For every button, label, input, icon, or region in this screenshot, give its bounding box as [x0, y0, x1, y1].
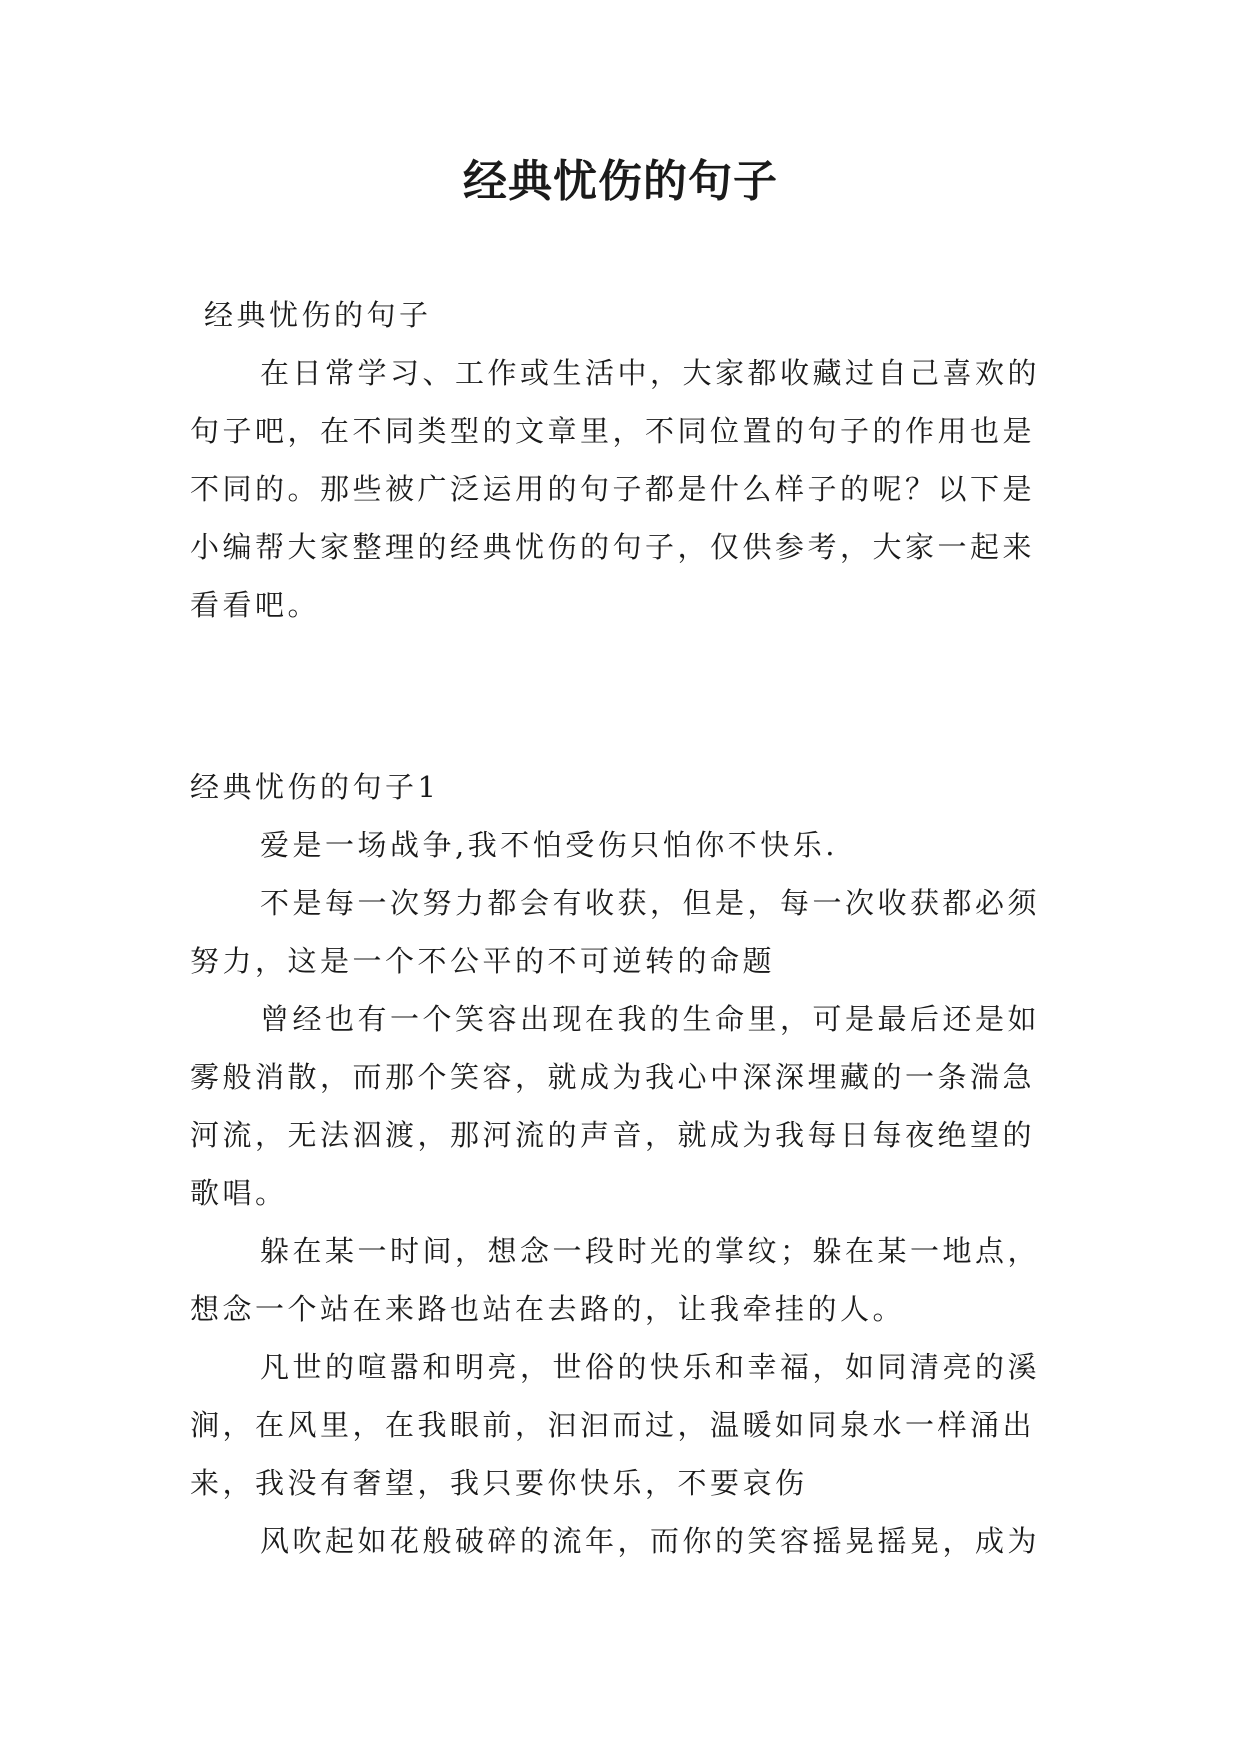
quote-paragraph: 风吹起如花般破碎的流年，而你的笑容摇晃摇晃，成为	[260, 1524, 1041, 1558]
document-subtitle: 经典忧伤的句子	[204, 298, 432, 332]
quote-paragraph: 不是每一次努力都会有收获，但是，每一次收获都必须努力，这是一个不公平的不可逆转的命题	[190, 886, 1041, 978]
intro-paragraph: 在日常学习、工作或生活中，大家都收藏过自己喜欢的句子吧，在不同类型的文章里，不同位置的句子的作用也是不同的。那些被广泛运用的句子都是什么样子的呢？以下是小编帮大家整理的经典忧伤的句子，仅供参考，大家一起来看看吧。	[190, 356, 1041, 622]
quote-paragraph: 凡世的喧嚣和明亮，世俗的快乐和幸福，如同清亮的溪涧，在风里，在我眼前，汩汩而过，温暖如同泉水一样涌出来，我没有奢望，我只要你快乐，不要哀伤	[190, 1350, 1041, 1500]
quote-paragraph: 曾经也有一个笑容出现在我的生命里，可是最后还是如雾般消散，而那个笑容，就成为我心中深深埋藏的一条湍急河流，无法泅渡，那河流的声音，就成为我每日每夜绝望的歌唱。	[190, 1002, 1041, 1210]
section-body	[190, 816, 1062, 1570]
quote-paragraph: 爱是一场战争,我不怕受伤只怕你不快乐.	[260, 828, 838, 862]
section-heading: 经典忧伤的句子1	[190, 770, 440, 804]
document-title: 经典忧伤的句子	[463, 156, 778, 207]
quote-paragraph: 躲在某一时间，想念一段时光的掌纹；躲在某一地点，想念一个站在来路也站在去路的，让我牵挂的人。	[190, 1234, 1041, 1326]
